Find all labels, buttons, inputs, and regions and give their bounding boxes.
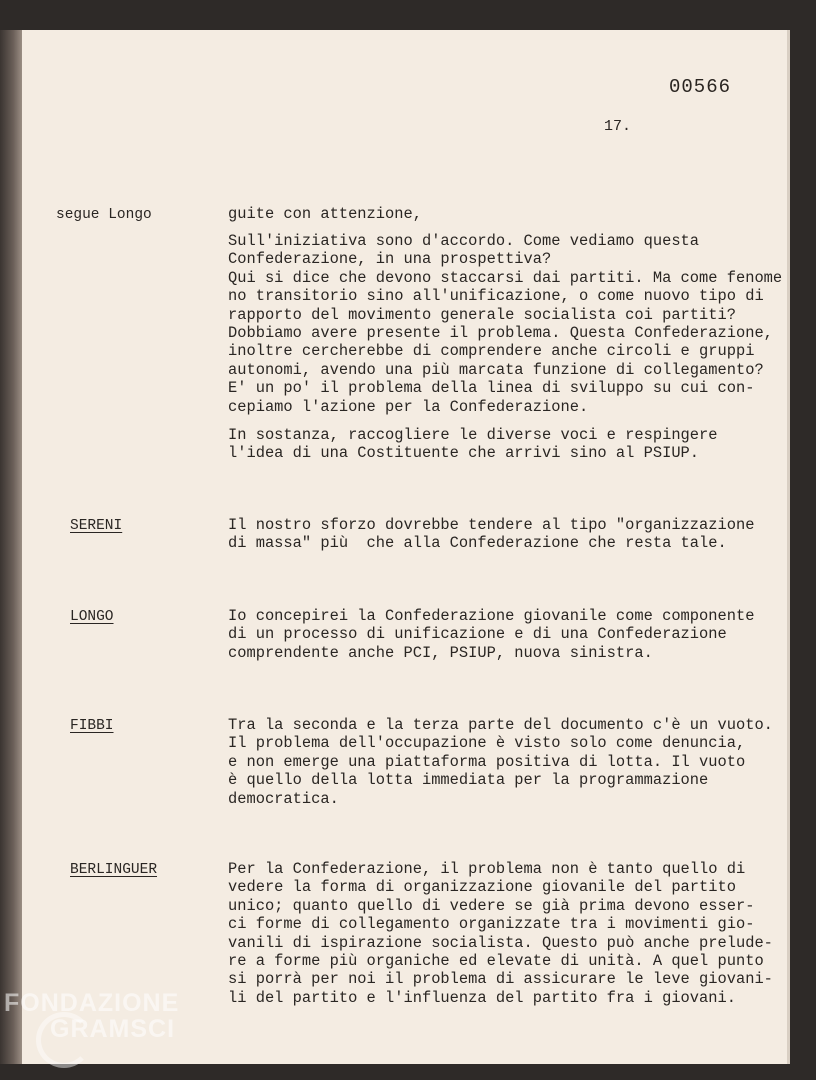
paragraph: Tra la seconda e la terza parte del documento c'è un vuoto. Il problema dell'occupazione è visto solo come denuncia, e non emerge una piattaforma positiva di lotta. Il vuoto è quello della lotta immediata per la programmazione democratica. — [228, 716, 773, 808]
logo-g-icon — [36, 1012, 92, 1068]
page-number: 17. — [604, 118, 632, 135]
paragraph: Per la Confederazione, il problema non è tanto quello di vedere la forma di organizzazione giovanile del partito unico; quanto quello di vedere se già prima devono esser- ci forme di collegamento organizzate tra i movimenti gio- vanili di ispirazione socialista. Questo può anche prelude- re a forme più organiche ed elevate di unità. A quel punto si porrà per noi il problema di assicurare le leve giovani- li del partito e l'influenza del partito fra i giovani. — [228, 860, 773, 1007]
document-page — [22, 30, 790, 1064]
watermark-line2: GRAMSCI — [50, 1015, 176, 1043]
paragraph: Sull'iniziativa sono d'accordo. Come vediamo questa Confederazione, in una prospettiva? Qui si dice che devono staccarsi dai partiti. Ma come fenome no transitorio sino all'unificazione, o come nuovo tipo di rapporto del movimento generale socialista coi partiti? Dobbiamo avere presente il problema. Questa Confederazione, inoltre cercherebbe di comprendere anche circoli e gruppi autonomi, avendo una più marcata funzione di collegamento? E' un po' il problema della linea di sviluppo su cui con- cepiamo l'azione per la Confederazione. — [228, 232, 783, 416]
paragraph: guite con attenzione, — [228, 205, 422, 223]
speaker-label-segue-longo: segue Longo — [56, 207, 152, 223]
speaker-label-longo: LONGO — [70, 609, 114, 625]
speaker-label-berlinguer: BERLINGUER — [70, 862, 158, 878]
speaker-label-fibbi: FIBBI — [70, 718, 114, 734]
speaker-label-sereni: SERENI — [70, 518, 123, 534]
binder-spine — [0, 30, 22, 1064]
paragraph: Io concepirei la Confederazione giovanile come componente di un processo di unificazione e di una Confederazione comprendente anche PCI, PSIUP, nuova sinistra. — [228, 607, 755, 662]
watermark-line1: FONDAZIONE — [4, 989, 180, 1017]
fondazione-gramsci-watermark — [4, 990, 179, 1042]
paragraph: Il nostro sforzo dovrebbe tendere al tipo "organizzazione di massa" più che alla Confederazione che resta tale. — [228, 516, 755, 553]
archive-number: 00566 — [669, 76, 732, 98]
paragraph: In sostanza, raccogliere le diverse voci e respingere l'idea di una Costituente che arrivi sino al PSIUP. — [228, 426, 718, 463]
